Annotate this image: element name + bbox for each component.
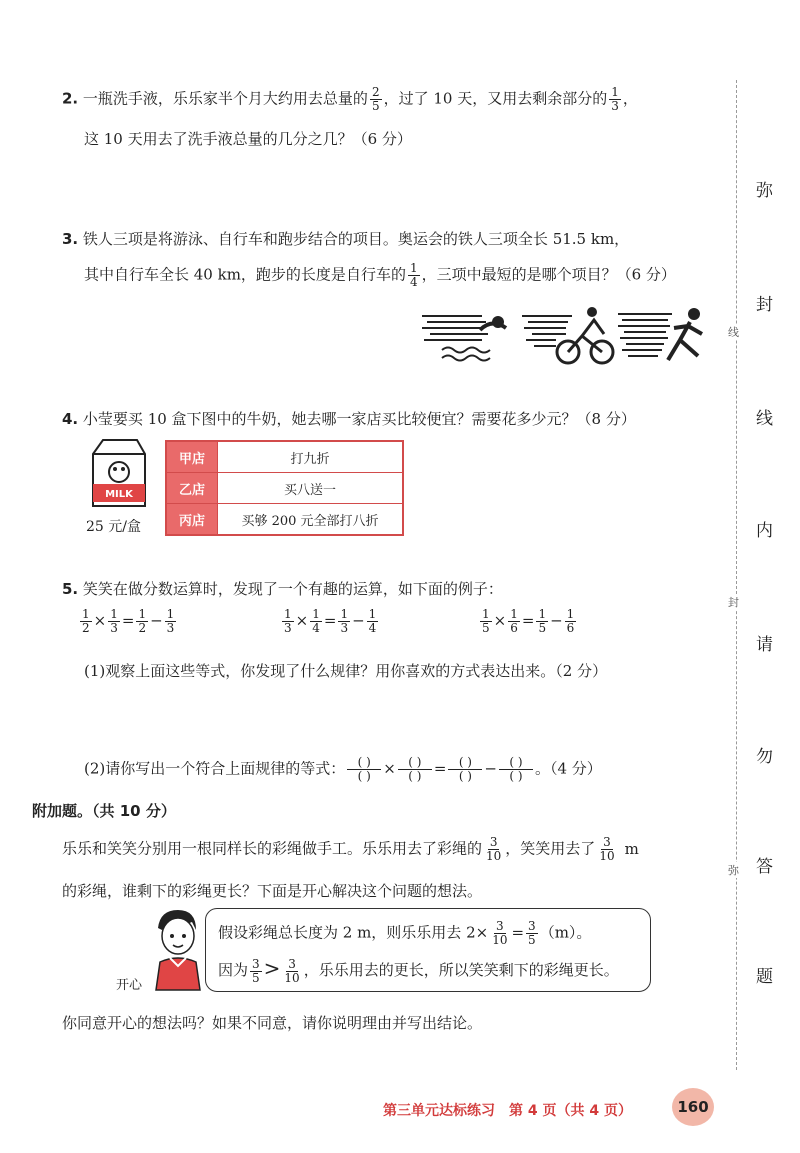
- q3-fraction: [408, 262, 420, 289]
- blank-numerator: ( ): [499, 756, 533, 770]
- q3-text: 铁人三项是将游泳、自行车和跑步结合的项目。奥运会的铁人三项全长 51.5 km，: [82, 230, 630, 248]
- shop-name: 甲店: [166, 441, 218, 473]
- extra-fraction-1: [484, 836, 503, 863]
- q5-line: [62, 578, 503, 599]
- fraction-numerator: 3: [603, 835, 611, 849]
- q2-fraction-1: [370, 86, 382, 113]
- equals-sign: =: [121, 611, 135, 630]
- extra-question: 你同意开心的想法吗？如果不同意，请你说明理由并写出结论。: [62, 1014, 483, 1032]
- equals-sign: =: [433, 759, 447, 778]
- table-row: [166, 441, 403, 473]
- blank-denominator: ( ): [509, 769, 523, 783]
- fraction-denominator: 5: [482, 621, 490, 635]
- fraction-numerator: 1: [368, 607, 377, 621]
- fraction-denominator: 3: [340, 621, 349, 635]
- q4-line: [62, 408, 636, 429]
- bubble-line2: [218, 956, 619, 985]
- fraction-denominator: 3: [110, 621, 118, 635]
- example-equation-2: [280, 608, 380, 635]
- q3-text-b: ，三项中最短的是哪个项目？（6 分）: [421, 265, 676, 284]
- extra-text-b: ，笑笑用去了: [505, 839, 596, 858]
- shop-name: 丙店: [166, 504, 218, 536]
- fraction-denominator: 10: [486, 849, 502, 863]
- fraction-denominator: 10: [284, 970, 300, 985]
- q2-text-a: 一瓶洗手液，乐乐家半个月大约用去总量的: [82, 89, 368, 108]
- fraction-denominator: 4: [368, 621, 377, 635]
- q5-sub2-text: (2)请你写出一个符合上面规律的等式：: [84, 759, 346, 778]
- q2-line1: [62, 86, 638, 113]
- kid-label: 开心: [116, 978, 143, 993]
- q2-number: 2.: [62, 89, 79, 108]
- fraction-numerator: 1: [611, 85, 619, 99]
- fraction-numerator: 3: [489, 835, 498, 849]
- greater-than-sign: >: [263, 956, 281, 980]
- shop-offer: 买够 200 元全部打八折: [218, 504, 404, 536]
- fraction-denominator: 4: [409, 275, 418, 289]
- seal-small-char: 弥: [728, 864, 739, 877]
- example-equation-3: [478, 608, 578, 635]
- q3-text-a: 其中自行车全长 40 km，跑步的长度是自行车的: [84, 265, 406, 284]
- seal-char: 答: [756, 857, 773, 877]
- fraction-denominator: 5: [252, 970, 260, 985]
- minus-sign: −: [484, 759, 497, 778]
- fraction-numerator: 3: [528, 919, 536, 933]
- q3-number: 3.: [62, 230, 79, 248]
- bubble-text-c: ，乐乐用去的更长，所以笑笑剩下的彩绳更长。: [303, 961, 619, 979]
- fraction-denominator: 10: [492, 933, 508, 947]
- q2-fraction-2: [609, 86, 621, 113]
- equals-sign: =: [521, 611, 535, 630]
- fraction-denominator: 5: [371, 99, 380, 113]
- q5-sub1: (1)观察上面这些等式，你发现了什么规律？用你喜欢的方式表达出来。（2 分）: [84, 662, 608, 680]
- running-icon: [618, 306, 710, 366]
- fraction-numerator: 1: [110, 607, 118, 621]
- minus-sign: −: [550, 611, 563, 630]
- extra-line1: [62, 836, 639, 863]
- q3-line2: [84, 262, 676, 289]
- blank-numerator: ( ): [448, 756, 482, 770]
- fraction-numerator: 1: [312, 607, 320, 621]
- fraction-numerator: 2: [371, 85, 380, 99]
- table-row: [166, 473, 403, 504]
- fraction-denominator: 2: [138, 621, 147, 635]
- seal-small-char: 封: [728, 596, 739, 609]
- fraction-denominator: 3: [611, 99, 619, 113]
- extra-title: 附加题。（共 10 分）: [32, 802, 176, 820]
- fraction-numerator: 1: [284, 607, 292, 621]
- fraction-numerator: 1: [166, 607, 175, 621]
- extra-line2: 的彩绳，谁剩下的彩绳更长？下面是开心解决这个问题的想法。: [62, 882, 483, 900]
- fraction-denominator: 3: [166, 621, 175, 635]
- kid-illustration: [148, 906, 206, 992]
- milk-price: 25 元/盒: [86, 519, 141, 535]
- shop-name: 乙店: [166, 473, 218, 504]
- q3-line1: [62, 228, 629, 249]
- swimming-icon: [422, 308, 512, 364]
- fraction-numerator: 1: [409, 261, 418, 275]
- times-sign: ×: [93, 611, 107, 630]
- fraction-numerator: 1: [510, 607, 518, 621]
- bubble-text-a: 因为: [218, 961, 249, 979]
- q5-sub2: [84, 756, 602, 783]
- seal-dashed-line: [736, 80, 737, 1070]
- fraction-numerator: 3: [496, 919, 504, 933]
- fraction-denominator: 3: [284, 621, 292, 635]
- table-row: [166, 504, 403, 536]
- extra-unit: m: [624, 839, 639, 858]
- fraction-denominator: 5: [528, 933, 536, 947]
- shop-offer: 打九折: [218, 441, 404, 473]
- blank-fraction[interactable]: [499, 756, 533, 783]
- equals-sign: =: [323, 611, 337, 630]
- equals-sign: =: [511, 923, 525, 942]
- fraction-numerator: 3: [288, 956, 296, 971]
- footer-text: 第三单元达标练习 第 4 页（共 4 页）: [383, 1103, 632, 1119]
- q5-text: 笑笑在做分数运算时，发现了一个有趣的运算，如下面的例子：: [82, 580, 503, 598]
- blank-fraction[interactable]: [448, 756, 482, 783]
- blank-numerator: ( ): [347, 756, 381, 770]
- milk-label: MILK: [105, 489, 133, 500]
- fraction-denominator: 5: [538, 621, 547, 635]
- fraction-numerator: 1: [538, 607, 547, 621]
- seal-char: 请: [756, 635, 773, 655]
- seal-char: 弥: [756, 181, 773, 201]
- milk-carton-icon: [85, 436, 151, 510]
- seal-char: 线: [756, 409, 773, 429]
- seal-char: 内: [756, 521, 773, 541]
- fraction-numerator: 3: [252, 956, 260, 971]
- fraction-numerator: 1: [138, 607, 147, 621]
- blank-denominator: ( ): [458, 769, 472, 783]
- example-equation-1: [78, 608, 178, 635]
- cycling-icon: [522, 306, 618, 366]
- page-number-badge: 160: [672, 1088, 714, 1126]
- times-sign: ×: [493, 611, 507, 630]
- seal-char: 封: [756, 295, 773, 315]
- minus-sign: −: [352, 611, 365, 630]
- seal-char: 勿: [756, 747, 773, 767]
- fraction-denominator: 6: [510, 621, 518, 635]
- fraction-denominator: 6: [566, 621, 575, 635]
- minus-sign: −: [150, 611, 163, 630]
- bubble-text-a: 假设彩绳总长度为 2 m，则乐乐用去 2×: [218, 923, 489, 942]
- blank-fraction[interactable]: [347, 756, 381, 783]
- fraction-numerator: 1: [566, 607, 575, 621]
- q4-text: 小莹要买 10 盒下图中的牛奶，她去哪一家店买比较便宜？需要花多少元？（8 分）: [82, 410, 636, 428]
- fraction-denominator: 4: [312, 621, 320, 635]
- shop-table: [165, 440, 404, 536]
- seal-char: 题: [756, 967, 773, 987]
- extra-fraction-2: [597, 836, 616, 863]
- shop-offer: 买八送一: [218, 473, 404, 504]
- fraction-denominator: 2: [82, 621, 90, 635]
- bubble-line1: [218, 920, 591, 947]
- fraction-numerator: 1: [482, 607, 490, 621]
- seal-small-char: 线: [728, 326, 739, 339]
- blank-fraction[interactable]: [398, 756, 432, 783]
- blank-denominator: ( ): [357, 769, 371, 783]
- times-sign: ×: [295, 611, 309, 630]
- fraction-numerator: 1: [82, 607, 90, 621]
- bubble-text-c: （m）。: [539, 923, 592, 942]
- blank-numerator: ( ): [398, 756, 432, 770]
- q2-text-c: ，: [622, 89, 638, 108]
- fraction-numerator: 1: [340, 607, 349, 621]
- fraction-denominator: 10: [599, 849, 615, 863]
- q5-number: 5.: [62, 580, 79, 598]
- q4-number: 4.: [62, 410, 79, 428]
- times-sign: ×: [383, 759, 396, 778]
- extra-text-a: 乐乐和笑笑分别用一根同样长的彩绳做手工。乐乐用去了彩绳的: [62, 839, 483, 858]
- q2-text-b: ，过了 10 天，又用去剩余部分的: [383, 89, 608, 108]
- q5-sub2-end: 。（4 分）: [534, 759, 602, 778]
- blank-denominator: ( ): [408, 769, 422, 783]
- q2-line2: 这 10 天用去了洗手液总量的几分之几？（6 分）: [84, 130, 412, 148]
